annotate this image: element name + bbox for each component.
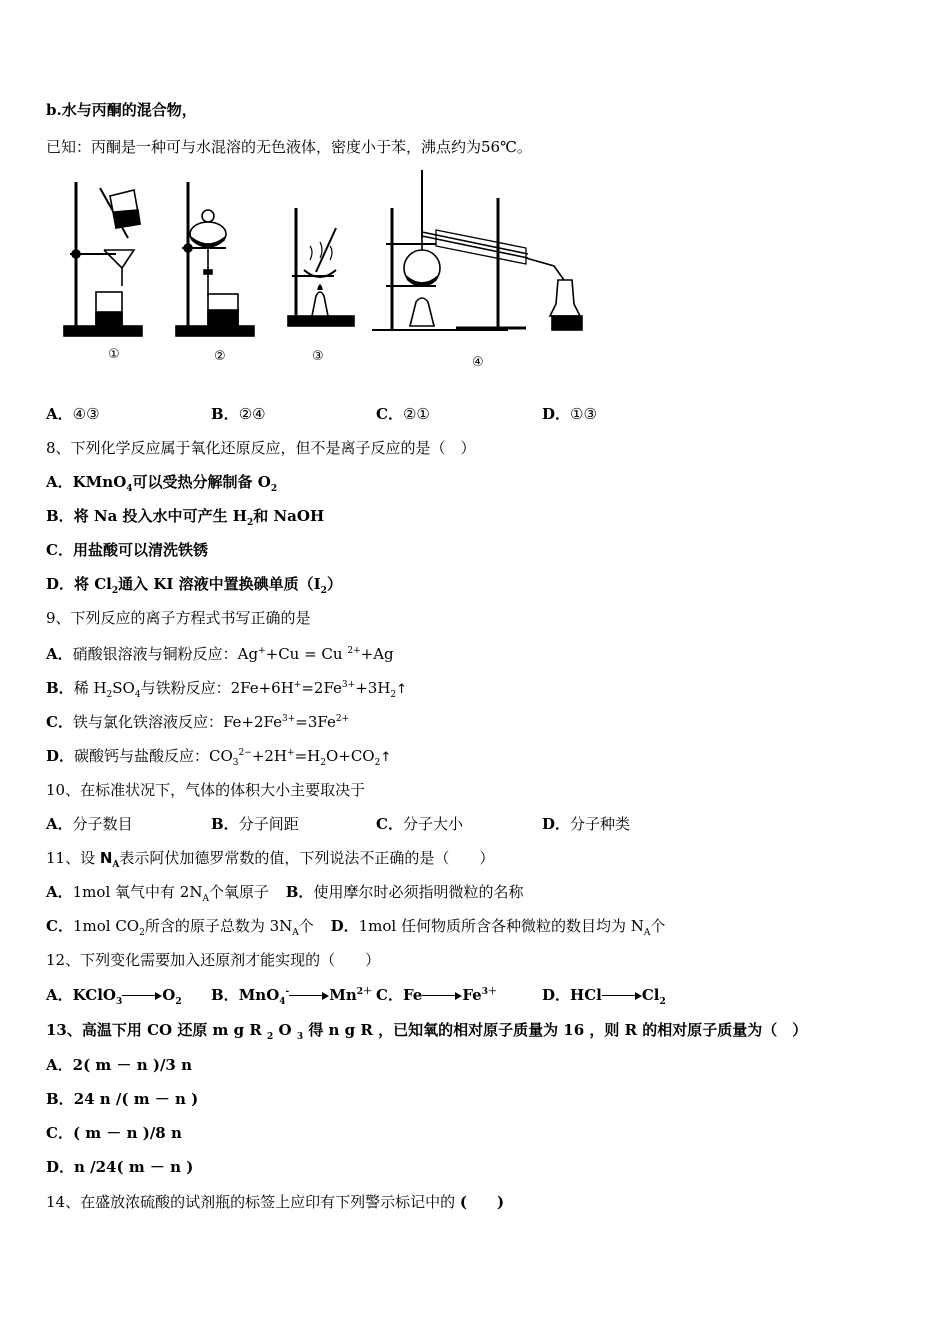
q9-option-c[interactable]: C．铁与氯化铁溶液反应：$Fe+2Fe^{3+}=3Fe^{2+}$ (46, 713, 350, 731)
q13-option-a[interactable]: A．2( m － n )/3 n (46, 1056, 192, 1074)
q13-stem: 13、高温下用 CO 还原 m g R $_2$ O $_3$ 得 n g R ，已知氧的相对原子质量为 16 ，则 R 的相对原子质量为（ ） (46, 1021, 808, 1042)
q10-options (46, 814, 906, 834)
q10-option-b[interactable]: B．分子间距 (211, 815, 299, 833)
reaction-arrow-icon (289, 991, 329, 1001)
q11-option-b[interactable]: B．使用摩尔时必须指明微粒的名称 (285, 883, 524, 901)
q8-option-b[interactable]: B．将 Na 投入水中可产生 $H_2$和 NaOH (46, 507, 325, 528)
q11-option-c[interactable]: C．1mol $CO_2$所含的原子总数为 $3N_A$个 (46, 917, 314, 938)
figure-label-2: ② (214, 349, 226, 364)
apparatus-4-distillation (372, 170, 582, 330)
q7-option-b[interactable]: B．②④ (211, 405, 266, 423)
apparatus-1-filtration (64, 182, 142, 336)
reaction-arrow-icon (422, 991, 462, 1001)
q11-stem: 11、设 $N_A$表示阿伏加德罗常数的值，下列说法不正确的是（ ） (46, 849, 495, 870)
q10-option-d[interactable]: D．分子种类 (542, 815, 631, 833)
q9-option-b[interactable]: B．稀 $H_2SO_4$与铁粉反应：$2Fe+6H^+=2Fe^{3+}+3H_2↑$ (46, 679, 408, 700)
q11-options-cd (46, 916, 665, 936)
q13-option-b[interactable]: B．24 n /( m － n ) (46, 1090, 199, 1108)
q13-option-d[interactable]: D．n /24( m － n ) (46, 1158, 194, 1176)
q7-option-d[interactable]: D．①③ (542, 405, 597, 423)
q12-option-c[interactable]: C．Fe $Fe^{3+}$ (376, 986, 497, 1004)
apparatus-2-separatory-funnel (176, 182, 254, 336)
q8-option-c[interactable]: C．用盐酸可以清洗铁锈 (46, 541, 208, 559)
q14-stem: 14、在盛放浓硫酸的试剂瓶的标签上应印有下列警示标记中的 ( ) (46, 1193, 505, 1211)
apparatus-figure (56, 168, 616, 378)
q10-option-a[interactable]: A．分子数目 (46, 815, 133, 833)
q12-stem: 12、下列变化需要加入还原剂才能实现的（ ） (46, 951, 381, 969)
q7-options (46, 404, 906, 424)
q12-option-b[interactable]: B．MnO$_4$- $Mn^{2+}$ (211, 986, 373, 1007)
q9-option-d[interactable]: D．碳酸钙与盐酸反应：$CO_3^{2-}+2H^+=H_2O+CO_2↑$ (46, 747, 392, 768)
q8-option-d[interactable]: D．将 $Cl_2$通入 KI 溶液中置换碘单质$(I_2)$ (46, 575, 342, 596)
q7-option-c[interactable]: C．②① (376, 405, 430, 423)
apparatus-3-evaporation (288, 208, 354, 326)
q12-option-a[interactable]: A．KClO$_3$ $O_2$ (46, 986, 182, 1007)
reaction-arrow-icon (122, 991, 162, 1001)
q9-option-a[interactable]: A．硝酸银溶液与铜粉反应：Ag++Cu = Cu $^{2+}$+Ag (46, 645, 394, 663)
q11-options-ab (46, 882, 523, 902)
intro-known: 已知：丙酮是一种可与水混溶的无色液体，密度小于苯，沸点约为56℃。 (46, 138, 532, 156)
apparatus-drawing (56, 168, 616, 378)
q8-option-a[interactable]: A．KMnO$_4$可以受热分解制备 $O_2$ (46, 473, 278, 494)
figure-label-3: ③ (312, 349, 324, 364)
intro-b-item: b.水与丙酮的混合物， (46, 101, 197, 119)
q9-stem: 9、下列反应的离子方程式书写正确的是 (46, 609, 311, 627)
q10-option-c[interactable]: C．分子大小 (376, 815, 463, 833)
q13-option-c[interactable]: C．( m － n )/8 n (46, 1124, 182, 1142)
q12-options (46, 985, 906, 1005)
q7-option-a[interactable]: A．④③ (46, 405, 100, 423)
q10-stem: 10、在标准状况下，气体的体积大小主要取决于 (46, 781, 366, 799)
figure-label-4: ④ (472, 355, 484, 370)
q11-option-d[interactable]: D．1mol 任何物质所含各种微粒的数目均为 $N_A$个 (330, 917, 666, 938)
q11-option-a[interactable]: A．1mol 氧气中有 $2N_A$个氧原子 (46, 883, 269, 904)
reaction-arrow-icon (602, 991, 642, 1001)
q12-option-d[interactable]: D．HCl $Cl_2$ (542, 986, 666, 1007)
q8-stem: 8、下列化学反应属于氧化还原反应，但不是离子反应的是（ ） (46, 439, 476, 457)
figure-label-1: ① (108, 347, 120, 362)
